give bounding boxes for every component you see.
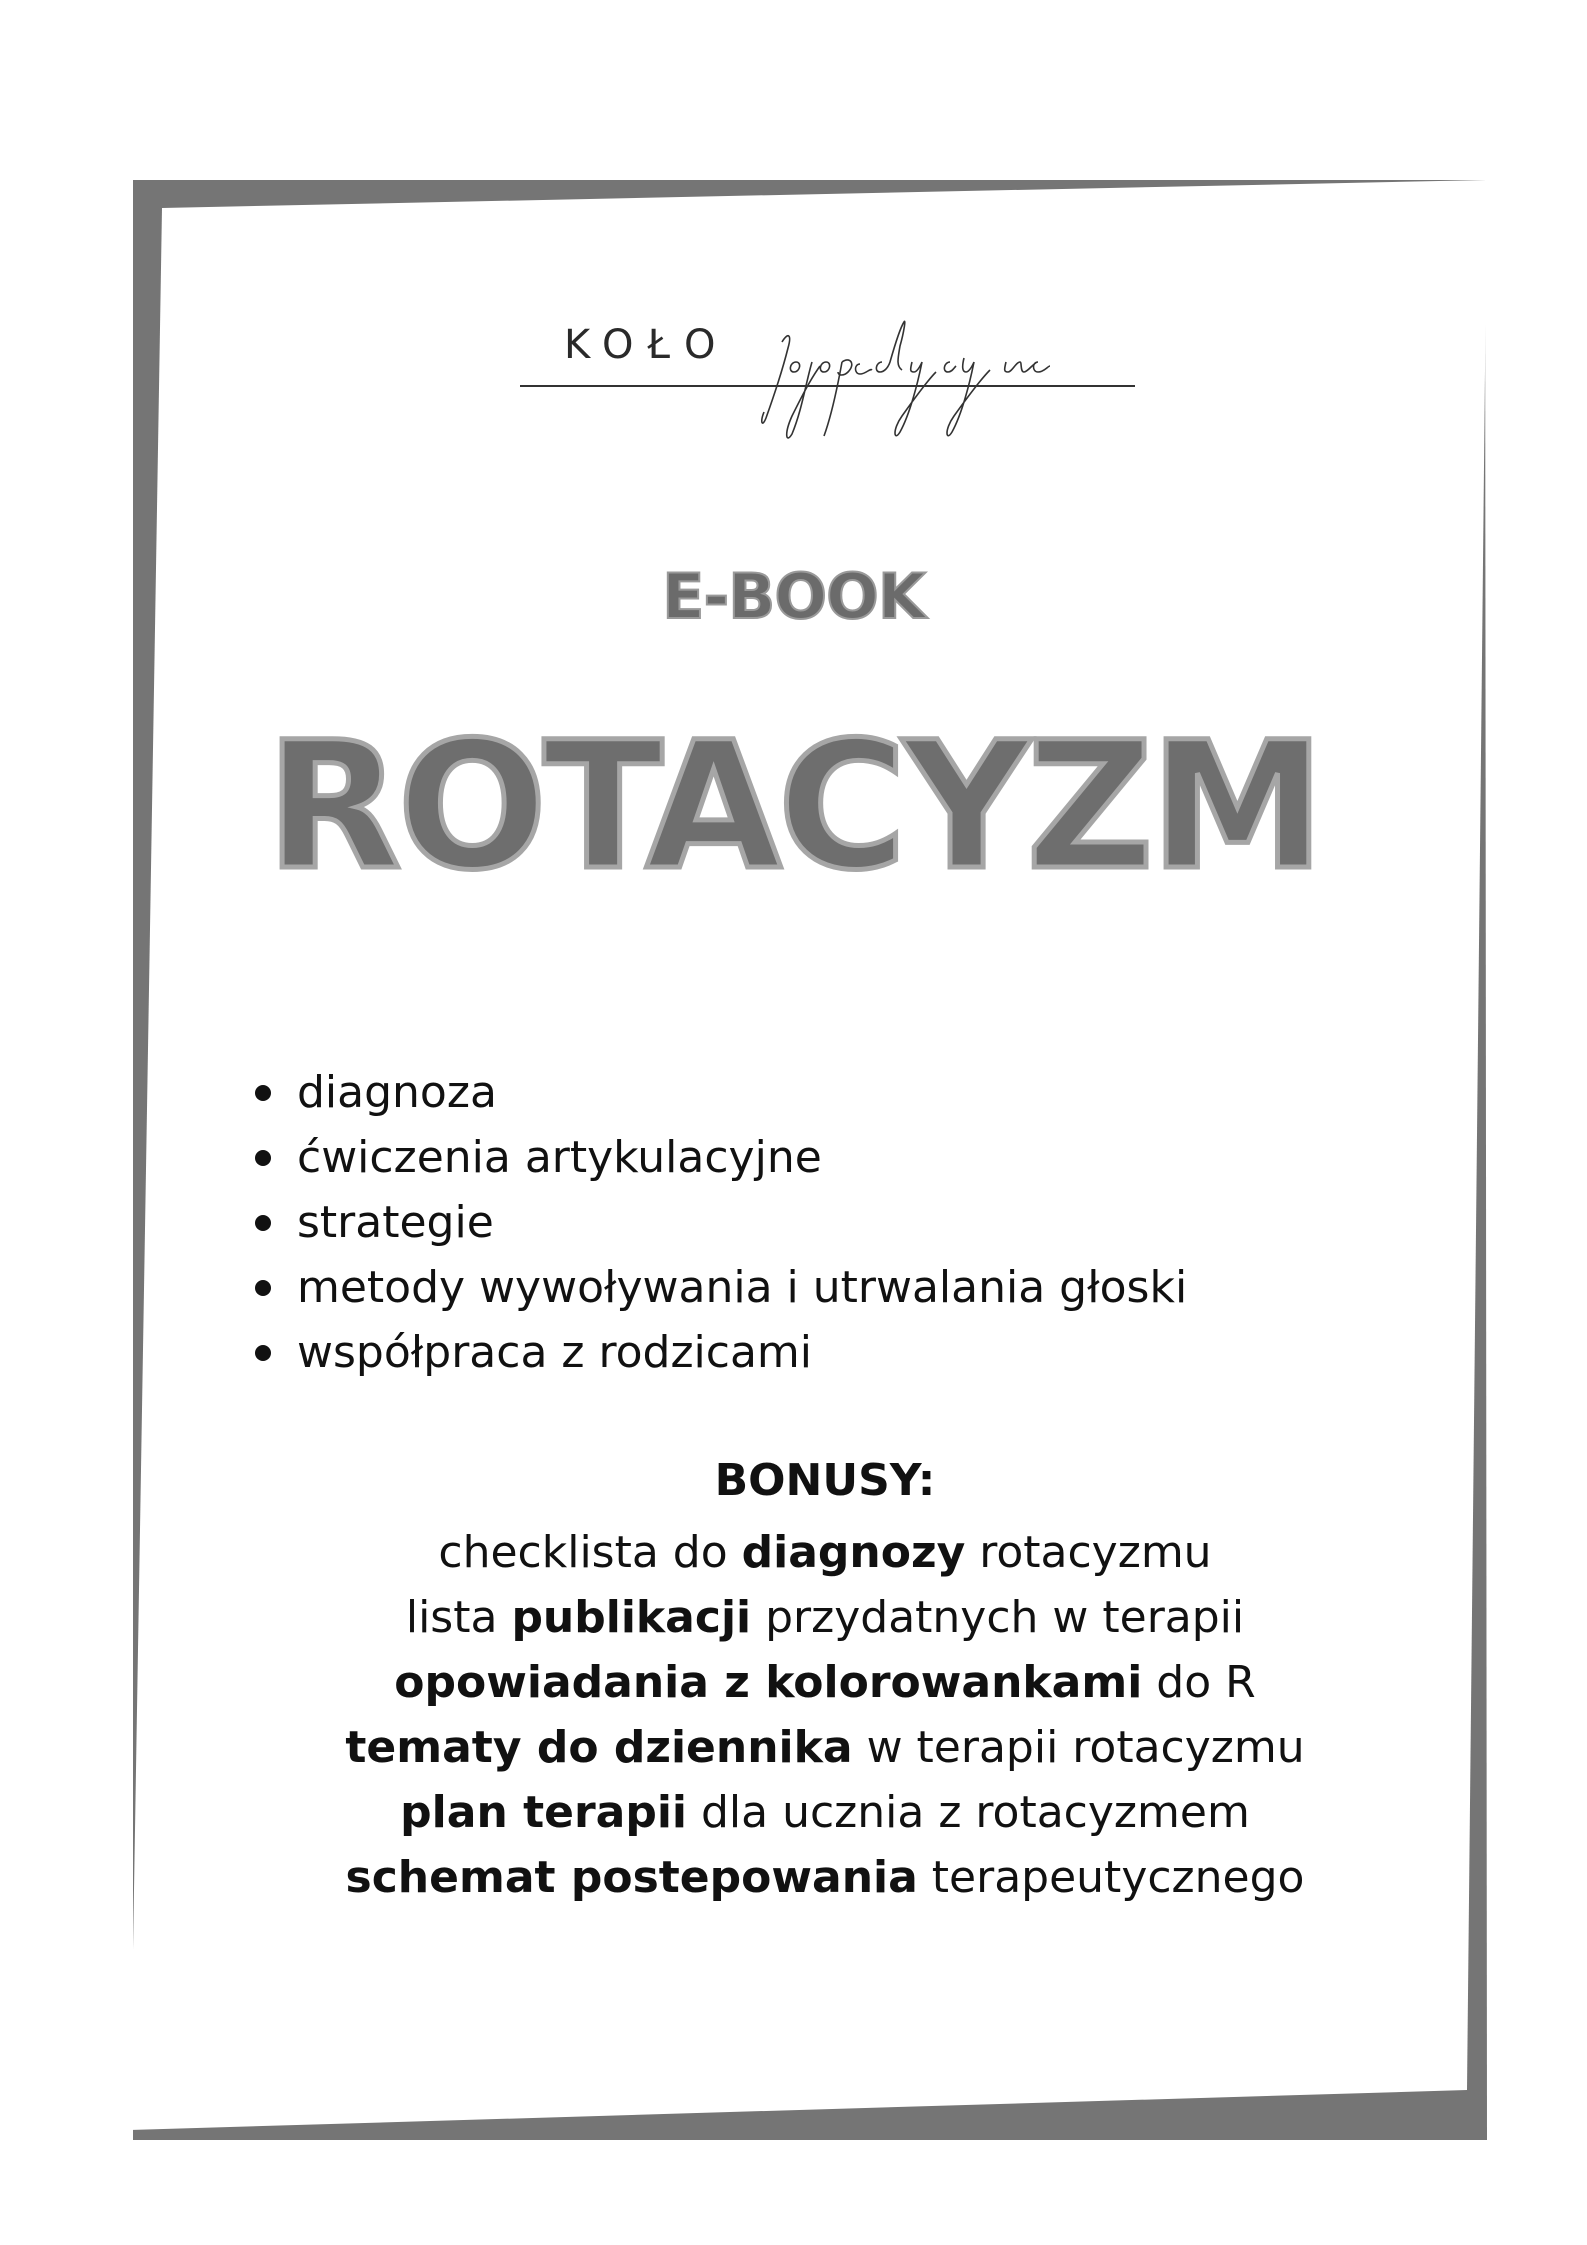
bonus-heading: BONUSY: [714, 1455, 936, 1506]
logo-word: KOŁO [564, 322, 730, 368]
bonus-list [0, 1520, 1587, 1910]
bonus-item: schemat postepowania terapeutycznego [345, 1852, 1305, 1903]
logo-script-signature [520, 300, 1140, 450]
features-list [255, 1060, 1187, 1385]
bullet-icon [255, 1215, 271, 1231]
logo [520, 300, 1140, 450]
bonus-item: tematy do dziennika w terapii rotacyzmu [345, 1722, 1305, 1773]
bullet-icon [255, 1150, 271, 1166]
bonus-item: checklista do diagnozy rotacyzmu [438, 1527, 1212, 1578]
ebook-label: E-BOOK [662, 560, 925, 633]
bullet-icon [255, 1280, 271, 1296]
list-item: diagnoza [255, 1060, 1187, 1125]
list-item: strategie [255, 1190, 1187, 1255]
bullet-icon [255, 1085, 271, 1101]
bonus-item: plan terapii dla ucznia z rotacyzmem [400, 1787, 1250, 1838]
bonus-item: lista publikacji przydatnych w terapii [405, 1592, 1245, 1643]
bonus-item: opowiadania z kolorowankami do R [394, 1657, 1256, 1708]
list-item: ćwiczenia artykulacyjne [255, 1125, 1187, 1190]
bullet-icon [255, 1345, 271, 1361]
main-title: ROTACYZM [265, 704, 1322, 909]
list-item: współpraca z rodzicami [255, 1320, 1187, 1385]
list-item: metody wywoływania i utrwalania głoski [255, 1255, 1187, 1320]
